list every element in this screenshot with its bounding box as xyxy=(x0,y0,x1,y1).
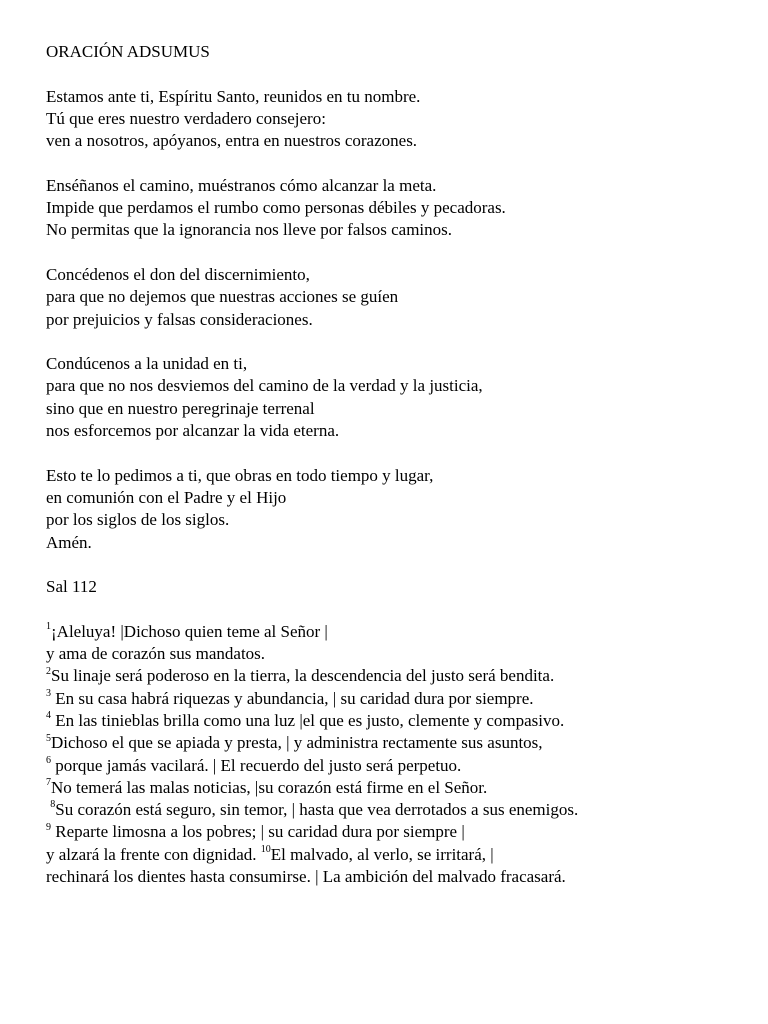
prayer-line: Condúcenos a la unidad en ti, xyxy=(46,354,248,374)
psalm-line xyxy=(46,755,746,777)
psalm-line xyxy=(46,844,746,866)
spacer xyxy=(46,242,746,264)
prayer-line: Concédenos el don del discernimiento, xyxy=(46,264,310,284)
prayer-line: ven a nosotros, apóyanos, entra en nuestros corazones. xyxy=(46,131,418,151)
spacer xyxy=(46,442,746,464)
prayer-line: Estamos ante ti, Espíritu Santo, reunidos en tu nombre. xyxy=(46,86,421,106)
verse-text: Dichoso el que se apiada y presta, | y administra rectamente sus asuntos, xyxy=(51,733,543,753)
prayer-line: Enséñanos el camino, muéstranos cómo alcanzar la meta. xyxy=(46,175,437,195)
prayer-line: por prejuicios y falsas consideraciones. xyxy=(46,309,313,329)
psalm-line xyxy=(46,710,746,732)
document-title: ORACIÓN ADSUMUS xyxy=(46,42,210,61)
psalm-line xyxy=(46,688,746,710)
psalm-line xyxy=(46,665,746,687)
verse-number: 2 xyxy=(46,665,51,677)
verse-text: No temerá las malas noticias, |su corazón está firme en el Señor. xyxy=(51,777,488,797)
verse-text: porque jamás vacilará. | El recuerdo del justo será perpetuo. xyxy=(51,755,462,775)
verse-text: El malvado, al verlo, se irritará, | xyxy=(270,844,494,864)
psalm-heading: Sal 112 xyxy=(46,577,97,597)
psalm-line xyxy=(46,866,746,888)
verse-number: 6 xyxy=(46,754,51,766)
verse-text: Su linaje será poderoso en la tierra, la descendencia del justo será bendita. xyxy=(51,666,555,686)
prayer-line: No permitas que la ignorancia nos lleve por falsos caminos. xyxy=(46,220,452,240)
prayer-line: por los siglos de los siglos. xyxy=(46,510,230,530)
spacer xyxy=(46,63,746,85)
document-page xyxy=(46,41,746,888)
verse-number: 10 xyxy=(260,844,271,856)
prayer-line: nos esforcemos por alcanzar la vida eterna. xyxy=(46,421,340,441)
prayer-line: Esto te lo pedimos a ti, que obras en todo tiempo y lugar, xyxy=(46,465,434,485)
prayer-line: para que no dejemos que nuestras acciones se guíen xyxy=(46,287,399,307)
prayer-line: para que no nos desviemos del camino de la verdad y la justicia, xyxy=(46,376,483,396)
verse-text: rechinará los dientes hasta consumirse. | La ambición del malvado fracasará. xyxy=(46,866,566,886)
verse-text: En su casa habrá riquezas y abundancia, | su caridad dura por siempre. xyxy=(51,688,534,708)
prayer-line: Amén. xyxy=(46,532,92,552)
verse-text: y alzará la frente con dignidad. xyxy=(46,844,261,864)
psalm-line xyxy=(46,799,746,821)
verse-number: 4 xyxy=(46,710,51,722)
prayer-line: Impide que perdamos el rumbo como personas débiles y pecadoras. xyxy=(46,198,506,218)
verse-number: 5 xyxy=(46,732,51,744)
psalm-line xyxy=(46,777,746,799)
verse-text: En las tinieblas brilla como una luz |el que es justo, clemente y compasivo. xyxy=(51,710,565,730)
verse-text: ¡Aleluya! |Dichoso quien teme al Señor | xyxy=(51,621,328,641)
verse-number: 3 xyxy=(46,687,51,699)
verse-text: y ama de corazón sus mandatos. xyxy=(46,644,266,664)
spacer xyxy=(46,554,746,576)
verse-number: 9 xyxy=(46,821,51,833)
psalm-line xyxy=(46,732,746,754)
spacer xyxy=(46,152,746,174)
spacer xyxy=(46,598,746,620)
verse-text: Reparte limosna a los pobres; | su caridad dura por siempre | xyxy=(51,822,465,842)
verse-number: 1 xyxy=(46,621,51,633)
prayer-line: Tú que eres nuestro verdadero consejero: xyxy=(46,108,326,128)
psalm-line xyxy=(46,643,746,665)
verse-text: Su corazón está seguro, sin temor, | hasta que vea derrotados a sus enemigos. xyxy=(55,800,579,820)
verse-number: 8 xyxy=(50,799,56,811)
spacer xyxy=(46,331,746,353)
psalm-line xyxy=(46,821,746,843)
prayer-line: en comunión con el Padre y el Hijo xyxy=(46,487,287,507)
verse-number: 7 xyxy=(46,777,51,789)
prayer-line: sino que en nuestro peregrinaje terrenal xyxy=(46,398,315,418)
psalm-line xyxy=(46,621,746,643)
